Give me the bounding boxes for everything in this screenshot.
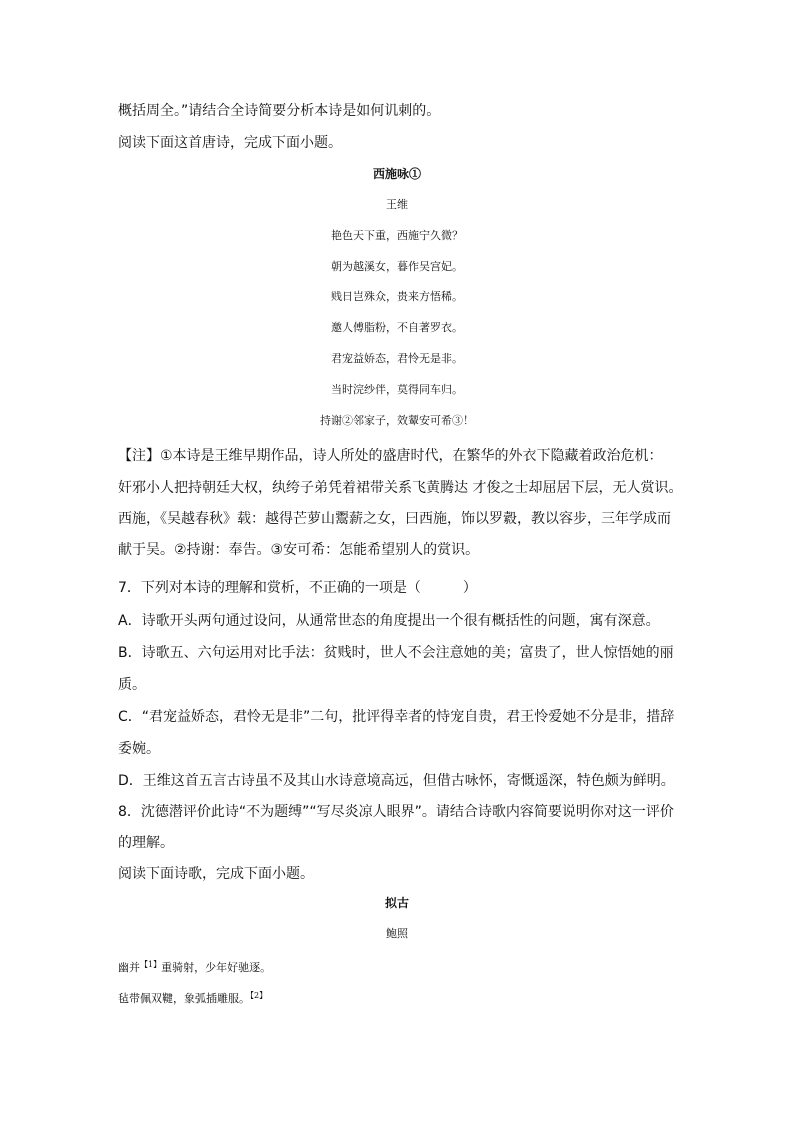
option-c: C．“君宠益娇态，君怜无是非”二句，批评得幸者的恃宠自贵，君王怜爱她不分是非，措辞: [118, 709, 675, 725]
poem-line: 当时浣纱伴，莫得同车归。: [331, 383, 463, 396]
note-line: 献于吴。②持谢：奉告。③安可希：怎能希望别人的赏识。: [118, 542, 480, 558]
poem-line: 贱日岂殊众，贵来方悟稀。: [331, 290, 463, 303]
instruction-line: 阅读下面诗歌，完成下面小题。: [118, 866, 314, 882]
poem2-text: 毡带佩双鞬，象弧插雕服。: [118, 992, 250, 1005]
poem-author: 王维: [386, 198, 408, 211]
question-7: 7．下列对本诗的理解和赏析，不正确的一项是（ ）: [118, 580, 477, 596]
text-line: 概括周全。”请结合全诗简要分析本诗是如何讥刺的。: [118, 103, 441, 119]
poem2-line-2: [118, 988, 267, 1007]
poem2-author: 鲍照: [386, 927, 408, 940]
note-line: 【注】①本诗是王维早期作品，诗人所处的盛唐时代，在繁华的外衣下隐藏着政治危机：: [118, 448, 663, 464]
poem-line: 持谢②邻家子，效颦安可希③！: [320, 414, 474, 427]
poem-title: 西施咏①: [372, 167, 421, 181]
footnote-mark: 【2】: [250, 991, 268, 1000]
poem-line: 邀人傅脂粉，不自著罗衣。: [331, 321, 463, 334]
poem2-text: 重骑射，少年好驰逐。: [161, 961, 272, 974]
note-line: 奸邪小人把持朝廷大权，纨绔子弟凭着裙带关系飞黄腾达 才俊之士却屈居下层，无人赏识。: [118, 480, 683, 496]
option-a: A．诗歌开头两句通过设问，从通常世态的角度提出一个很有概括性的问题，寓有深意。: [118, 613, 660, 629]
option-b: B．诗歌五、六句运用对比手法：贫贱时，世人不会注意她的美；富贵了，世人惊悟她的丽: [118, 645, 674, 661]
footnote-mark: 【1】: [140, 960, 162, 969]
instruction-line: 阅读下面这首唐诗，完成下面小题。: [118, 135, 342, 151]
poem2-text: 幽并: [118, 961, 140, 974]
question-8: 8．沈德潜评价此诗“不为题缚”“写尽炎凉人眼界”。请结合诗歌内容简要说明你对这一评价: [118, 804, 674, 820]
note-line: 西施，《吴越春秋》载：越得芒萝山鬻薪之女，曰西施，饰以罗縠，教以容步，三年学成而: [118, 511, 671, 527]
poem2-line-1: [118, 957, 271, 976]
question-8-continued: 的理解。: [118, 835, 174, 851]
option-d: D．王维这首五言古诗虽不及其山水诗意境高远，但借古咏怀，寄慨遥深，特色颇为鲜明。: [118, 773, 675, 789]
poem-line: 君宠益娇态，君怜无是非。: [331, 352, 463, 365]
poem2-title: 拟古: [384, 896, 409, 910]
poem-line: 艳色天下重，西施宁久微？: [331, 229, 463, 242]
poem-line: 朝为越溪女，暮作吴宫妃。: [331, 260, 463, 273]
option-c-continued: 委婉。: [118, 741, 160, 757]
option-b-continued: 质。: [118, 677, 146, 693]
